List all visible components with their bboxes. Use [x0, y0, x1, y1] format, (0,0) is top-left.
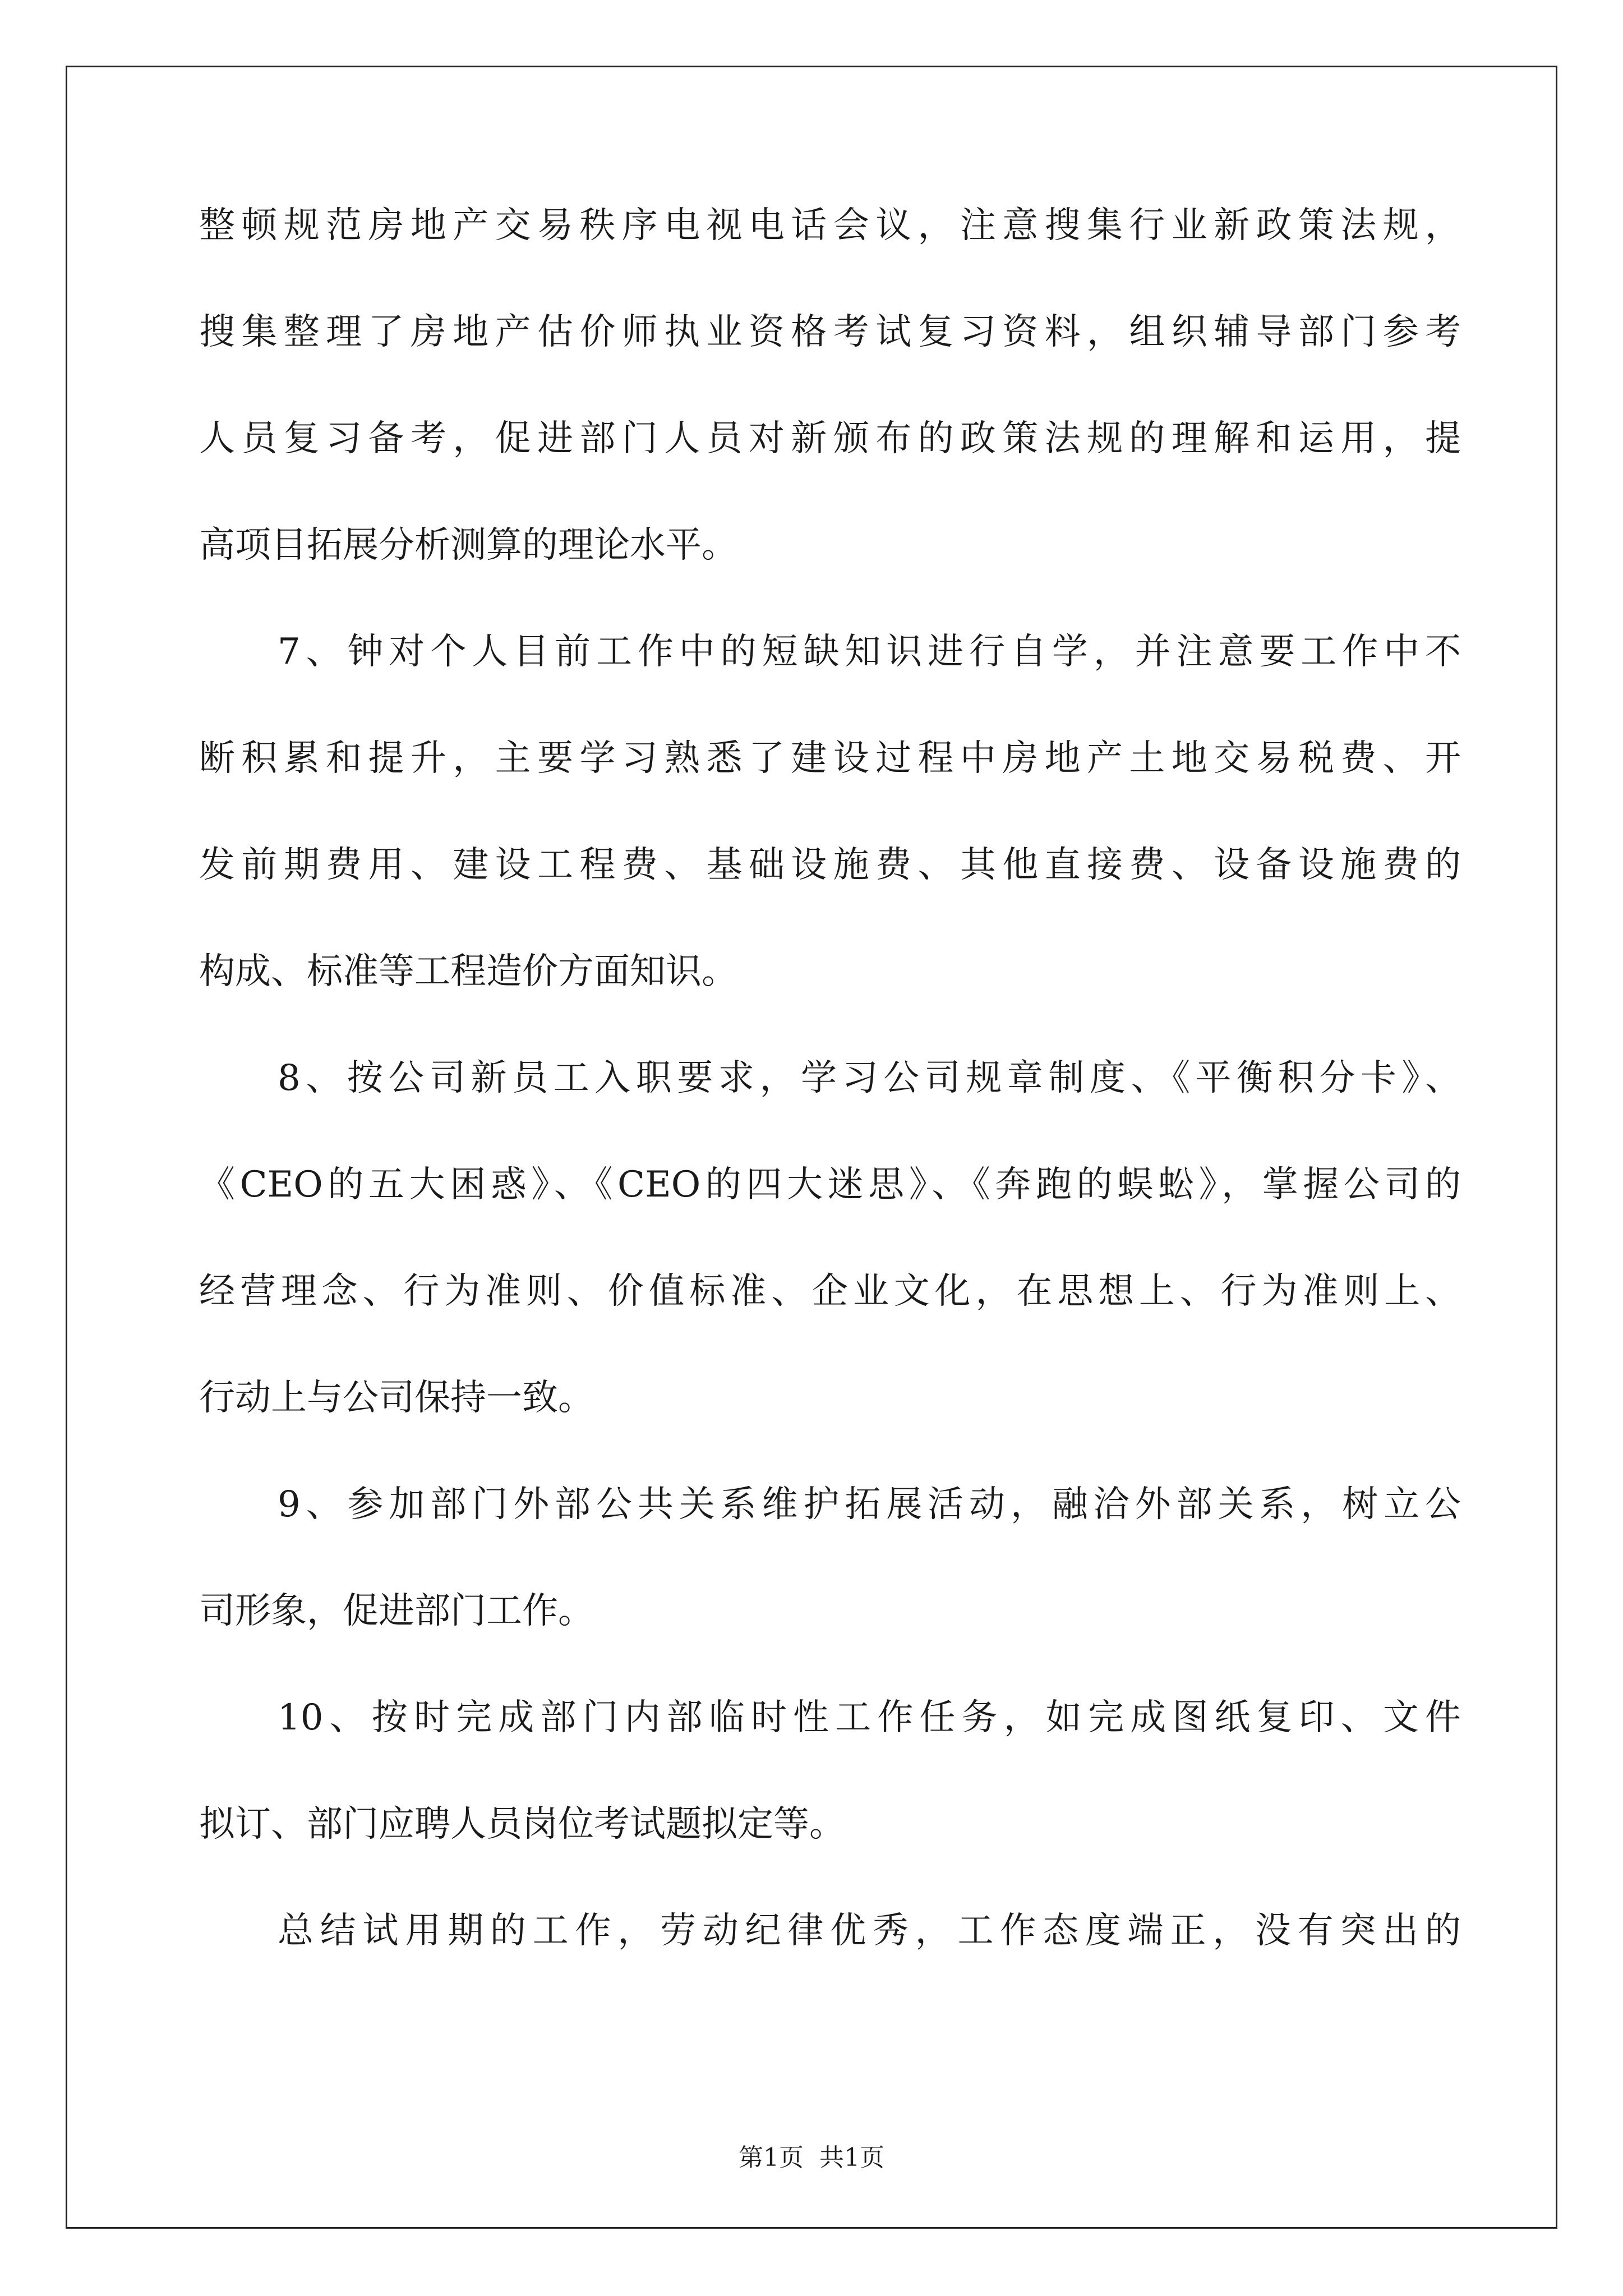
page-footer: [0, 2143, 1623, 2172]
page-number: 第1页: [739, 2143, 804, 2172]
text-line: 7、钟对个人目前工作中的短缺知识进行自学，并注意要工作中不: [278, 631, 1461, 673]
page-total: 共1页: [819, 2143, 884, 2172]
text-line: 8、按公司新员工入职要求，学习公司规章制度、《平衡积分卡》、: [278, 1057, 1461, 1099]
text-line: 9、参加部门外部公共关系维护拓展活动，融洽外部关系，树立公: [278, 1484, 1461, 1525]
text-line: 高项目拓展分析测算的理论水平。: [199, 524, 737, 566]
document-body: [199, 205, 1461, 2019]
text-line: 司形象，促进部门工作。: [199, 1590, 594, 1632]
text-line: 人员复习备考，促进部门人员对新颁布的政策法规的理解和运用，提: [199, 418, 1461, 459]
text-line: 断积累和提升，主要学习熟悉了建设过程中房地产土地交易税费、开: [199, 738, 1461, 779]
text-line: 整顿规范房地产交易秩序电视电话会议，注意搜集行业新政策法规，: [199, 205, 1461, 246]
text-line: 经营理念、行为准则、价值标准、企业文化，在思想上、行为准则上、: [199, 1271, 1461, 1312]
text-line: 《CEO的五大困惑》、《CEO的四大迷思》、《奔跑的蜈蚣》，掌握公司的: [199, 1164, 1461, 1205]
text-line: 发前期费用、建设工程费、基础设施费、其他直接费、设备设施费的: [199, 844, 1461, 886]
text-line: 总结试用期的工作，劳动纪律优秀，工作态度端正，没有突出的: [278, 1910, 1461, 1952]
text-line: 10、按时完成部门内部临时性工作任务，如完成图纸复印、文件: [278, 1697, 1461, 1738]
text-line: 构成、标准等工程造价方面知识。: [199, 951, 737, 992]
text-line: 搜集整理了房地产估价师执业资格考试复习资料，组织辅导部门参考: [199, 311, 1461, 353]
text-line: 拟订、部门应聘人员岗位考试题拟定等。: [199, 1803, 845, 1845]
text-line: 行动上与公司保持一致。: [199, 1377, 594, 1419]
